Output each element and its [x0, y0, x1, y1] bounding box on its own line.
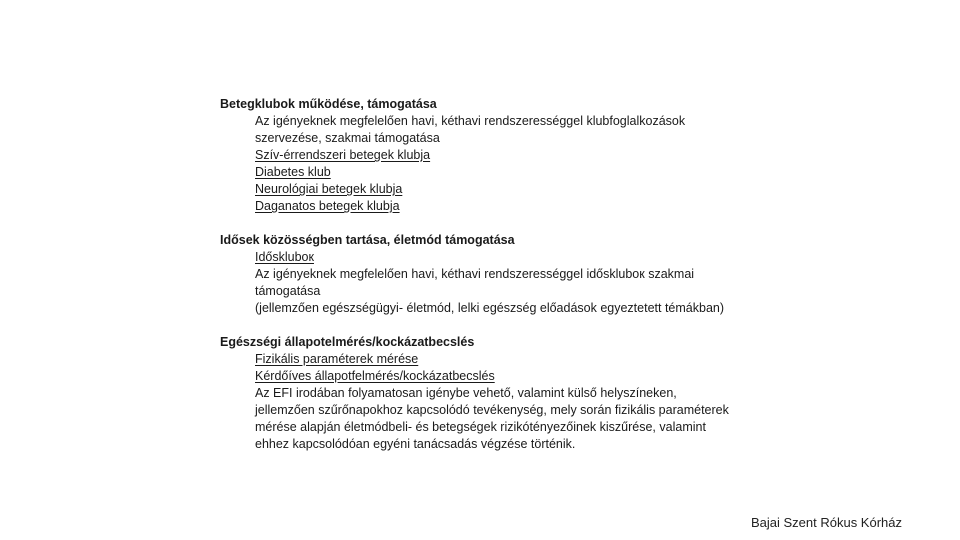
section-patient-clubs	[220, 96, 780, 215]
text-line: Az igényeknek megfelelően havi, kéthavi rendszerességgel időskluboк szakmai	[255, 267, 695, 281]
section-title: Egészségi állapotelmérés/kockázatbecslés	[220, 335, 475, 349]
link-questionnaire-assessment[interactable]: Kérdőíves állapotfelmérés/kockázatbecslés	[255, 369, 495, 383]
section-body	[220, 249, 780, 317]
section-elderly-community	[220, 232, 780, 317]
link-elderly-clubs[interactable]: Időskluboк	[255, 250, 314, 264]
section-body	[220, 351, 780, 453]
link-physical-measurements[interactable]: Fizikális paraméterek mérése	[255, 352, 419, 366]
text-line: szervezése, szakmai támogatása	[255, 131, 440, 145]
text-line: ehhez kapcsolódóan egyéni tanácsadás végzése történik.	[255, 437, 576, 451]
link-cardiovascular-club[interactable]: Szív-érrendszeri betegek klubja	[255, 148, 431, 162]
section-title: Idősek közösségben tartása, életmód támogatása	[220, 233, 515, 247]
text-line: Az EFI irodában folyamatosan igénybe vehető, valamint külső helyszíneken,	[255, 386, 677, 400]
section-body	[220, 113, 780, 215]
link-diabetes-club[interactable]: Diabetes klub	[255, 165, 331, 179]
text-line: támogatása	[255, 284, 321, 298]
text-line: (jellemzően egészségügyi- életmód, lelki egészség előadások egyeztetett témákban)	[255, 301, 725, 315]
link-oncology-club[interactable]: Daganatos betegek klubja	[255, 199, 400, 213]
text-line: Az igényeknek megfelelően havi, kéthavi rendszerességgel klubfoglalkozások	[255, 114, 686, 128]
link-neurology-club[interactable]: Neurológiai betegek klubja	[255, 182, 403, 196]
section-health-assessment	[220, 334, 780, 453]
footer-organization: Bajai Szent Rókus Kórház	[750, 515, 902, 530]
document-body	[220, 96, 780, 470]
text-line: jellemzően szűrőnapokhoz kapcsolódó tevékenység, mely során fizikális paraméterek	[255, 403, 729, 417]
section-title: Betegklubok működése, támogatása	[220, 97, 437, 111]
text-line: mérése alapján életmódbeli- és betegségek rizikótényezőinek kiszűrése, valamint	[255, 420, 706, 434]
